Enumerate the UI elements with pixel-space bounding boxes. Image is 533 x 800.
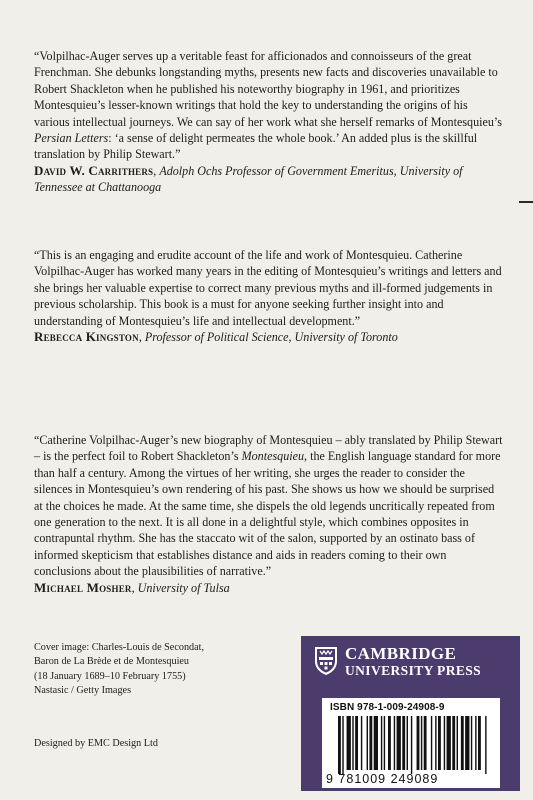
review-quote-2 <box>34 247 504 345</box>
designer-credit: Designed by EMC Design Ltd <box>34 738 158 749</box>
publisher-panel <box>301 636 520 791</box>
reviewer-role: Adolph Ochs Professor of Government Emeritus, University of Tennessee at Chattanooga <box>34 163 463 195</box>
cover-image-credit <box>34 641 274 699</box>
reviewer-role: University of Tulsa <box>137 580 230 595</box>
reviewer-name: Rebecca Kingston <box>34 329 139 345</box>
cambridge-shield-icon <box>314 646 338 676</box>
review-quote-3 <box>34 432 504 596</box>
quote-text: “This is an engaging and erudite account of the life and work of Montesquieu. Catherine Volpilhac-Auger has worked many years in the editing of Montesquieu’s writings and letters and she brings her valuable expertise to correct many previous myths and ill-formed judgements in previous scholarship. This book is a must for anyone seeking further insight into and understanding of Montesquieu’s life and intellectual development.” <box>34 248 502 328</box>
quote-text: “Catherine Volpilhac-Auger’s new biography of Montesquieu – ably translated by Philip Stewart – is the perfect foil to Robert Shackleton’s Montesquieu, the English language standard for more than half a century. Among the virtues of her writing, she urges the reader to consider the silences in Montesquieu’s own rendering of his past. She shows us how we should be surprised at the choices he made. At the same time, she dispels the old legends uncritically repeated from one generation to the next. It is all done in a delightful style, which combines opposites in contrapuntal rhythm. She has the staccato wit of the salon, supported by an ostinato bass of informed skepticism that establishes distance and aids in readers coming to their own conclusions about the plausibilities of narrative.” <box>34 433 503 579</box>
isbn-barcode <box>322 698 500 788</box>
credit-line: Baron de La Brède et de Montesquieu <box>34 656 190 668</box>
reviewer-name: Michael Mosher <box>34 579 132 595</box>
quote-attribution: David W. Carrithers, Adolph Ochs Professor of Government Emeritus, University of Tennessee at Chattanooga <box>34 162 463 195</box>
publisher-name-line2: UNIVERSITY PRESS <box>345 663 482 678</box>
review-quote-1 <box>34 48 504 196</box>
isbn-label: ISBN 978-1-009-24908-9 <box>330 702 445 713</box>
isbn-digits: 9 781009 249089 <box>326 772 439 786</box>
publisher-logo <box>314 644 481 678</box>
credit-line: Nastasic / Getty Images <box>34 685 132 697</box>
reviewer-name: David W. Carrithers <box>34 162 154 178</box>
barcode-icon <box>338 716 488 774</box>
credit-line: Cover image: Charles-Louis de Secondat, <box>34 642 205 653</box>
reviewer-role: Professor of Political Science, University of Toronto <box>144 330 398 345</box>
publisher-name-line1: CAMBRIDGE <box>345 644 457 663</box>
quote-attribution: Rebecca Kingston, Professor of Political Science, University of Toronto <box>34 329 398 345</box>
credit-line: (18 January 1689–10 February 1755) <box>34 670 186 682</box>
edge-mark <box>519 201 533 203</box>
quote-text: “Volpilhac-Auger serves up a veritable feast for afficionados and connoisseurs of the great Frenchman. She debunks longstanding myths, presents new facts and discoveries unavailable to Robert Shackleton when he published his noteworthy biography in 1961, and prioritizes Montesquieu’s lesser-known writings that hold the key to understanding the origins of his various intellectual journeys. We can say of her work what she herself remarks of Montesquieu’s Persian Letters: ‘a sense of delight permeates the whole book.’ An added plus is the skillful translation by Philip Stewart.” <box>34 49 502 162</box>
quote-attribution: Michael Mosher, University of Tulsa <box>34 579 230 595</box>
